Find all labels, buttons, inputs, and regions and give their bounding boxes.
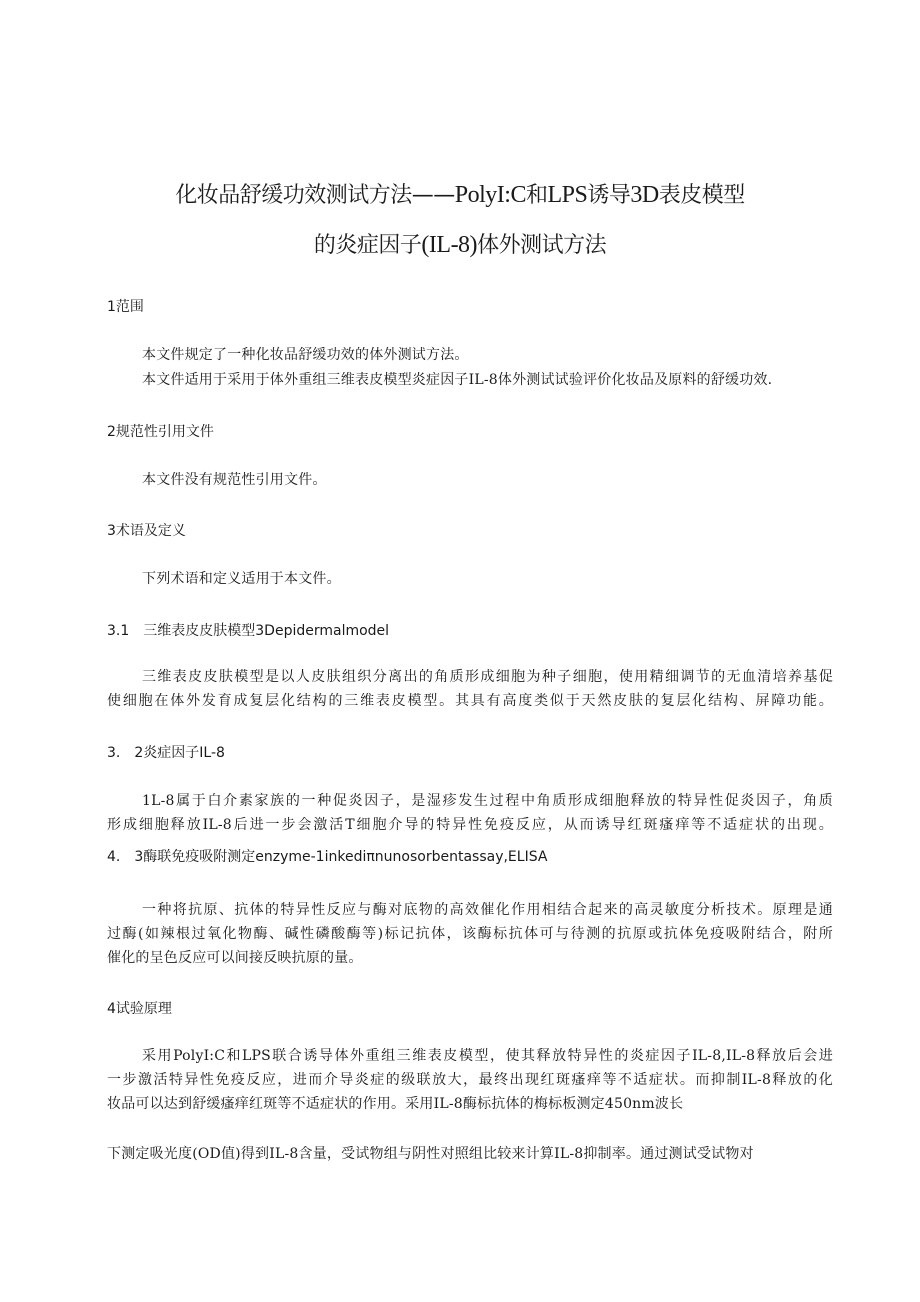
section-3-1-heading: 3.1 三维表皮皮肤模型3Depidermalmodel (107, 623, 390, 639)
section-1-paragraph-1: 本文件规定了一种化妆品舒缓功效的体外测试方法。 (142, 347, 469, 363)
section-3-heading: 3术语及定义 (107, 523, 186, 539)
section-3-3-paragraph-line-2: 过酶(如辣根过氧化物酶、碱性磷酸酶等)标记抗体，该酶标抗体可与待测的抗原或抗体免疫吸附结合，附所 (107, 926, 833, 942)
section-4-paragraph-2-line-1: 下测定吸光度(OD值)得到IL-8含量，受试物组与阴性对照组比较来计算IL-8抑制率。通过测试受试物对 (107, 1146, 754, 1162)
document-title-line-2: 的炎症因子(IL-8)体外测试方法 (313, 232, 607, 258)
section-4-paragraph-line-2: 一步激活特异性免疫反应，进而介导炎症的级联放大，最终出现红斑瘙痒等不适症状。而抑制IL-8释放的化 (107, 1072, 833, 1088)
section-3-2-paragraph-line-2: 形成细胞释放IL-8后进一步会激活T细胞介导的特异性免疫反应，从而诱导红斑瘙痒等不适症状的出现。 (107, 817, 833, 833)
section-3-paragraph-1: 下列术语和定义适用于本文件。 (142, 571, 341, 587)
section-3-1-paragraph-line-2: 使细胞在体外发育成复层化结构的三维表皮模型。其具有高度类似于天然皮肤的复层化结构、屏障功能。 (107, 693, 833, 709)
section-3-3-paragraph-line-1: 一种将抗原、抗体的特异性反应与酶对底物的高效催化作用相结合起来的高灵敏度分析技术。原理是通 (142, 902, 833, 918)
section-4-heading: 4试验原理 (107, 1001, 172, 1017)
section-3-3-heading: 4. 3酶联免疫吸附测定enzyme-1inkediπnunosorbentassay,ELISA (107, 849, 548, 865)
document-title-line-1: 化妆品舒缓功效测试方法——PolyI:C和LPS诱导3D表皮模型 (175, 182, 745, 208)
section-2-paragraph-1: 本文件没有规范性引用文件。 (142, 472, 327, 488)
section-4-paragraph-line-1: 采用PolyI:C和LPS联合诱导体外重组三维表皮模型，使其释放特异性的炎症因子IL-8,IL-8释放后会进 (142, 1048, 833, 1064)
section-3-2-heading: 3. 2炎症因子IL-8 (107, 745, 225, 761)
section-4-paragraph-line-3: 妆品可以达到舒缓瘙痒红斑等不适症状的作用。采用IL-8酶标抗体的梅标板测定450nm波长 (107, 1096, 684, 1112)
section-1-heading: 1范围 (107, 299, 144, 315)
section-2-heading: 2规范性引用文件 (107, 424, 214, 440)
section-3-3-paragraph-line-3: 催化的呈色反应可以间接反映抗原的量。 (107, 950, 363, 966)
section-3-2-paragraph-line-1: 1L-8属于白介素家族的一种促炎因子，是湿疹发生过程中角质形成细胞释放的特异性促炎因子，角质 (142, 793, 833, 809)
section-1-paragraph-2: 本文件适用于采用于体外重组三维表皮模型炎症因子IL-8体外测试试验评价化妆品及原料的舒缓功效. (142, 372, 773, 388)
section-3-1-paragraph-line-1: 三维表皮皮肤模型是以人皮肤组织分离出的角质形成细胞为种子细胞，使用精细调节的无血清培养基促 (142, 669, 833, 685)
